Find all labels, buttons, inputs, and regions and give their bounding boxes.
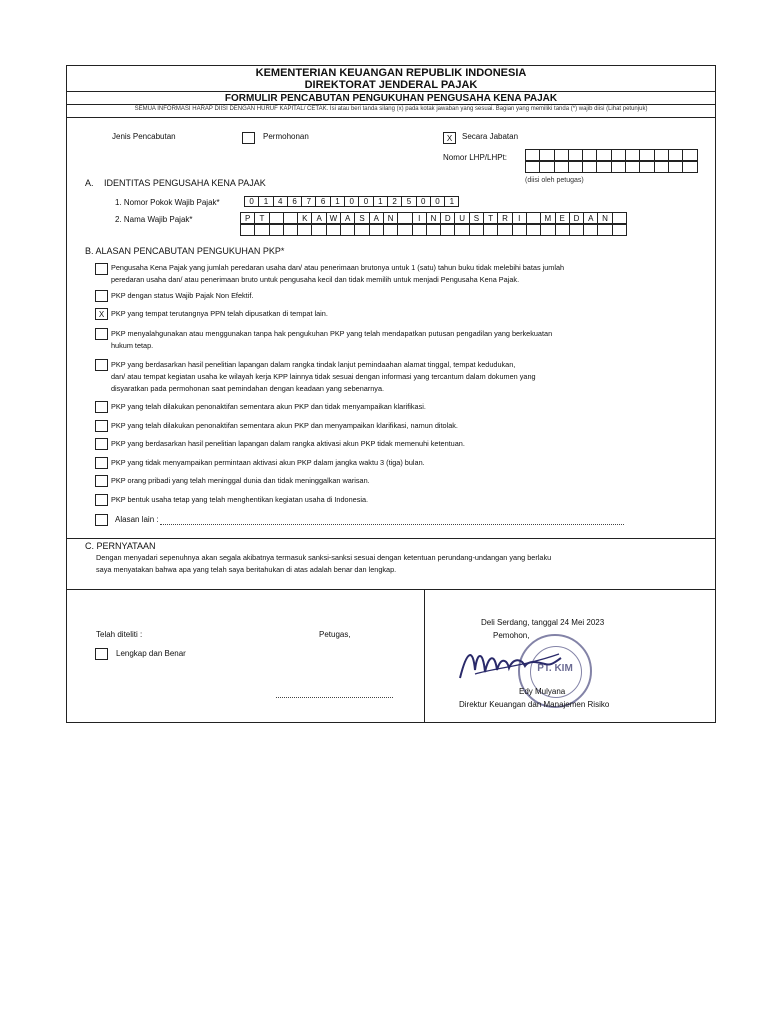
divider — [66, 117, 716, 118]
jenis-label: Jenis Pencabutan — [112, 132, 176, 141]
section-a-title: IDENTITAS PENGUSAHA KENA PAJAK — [104, 178, 266, 188]
name-char-cell[interactable]: W — [327, 212, 341, 224]
npwp-digit-cell[interactable]: 0 — [417, 196, 431, 207]
name-char-cell[interactable] — [413, 224, 427, 236]
npwp-digit-cell[interactable]: 1 — [374, 196, 388, 207]
reason-text: PKP yang tempat terutangnya PPN telah dipusatkan di tempat lain. — [111, 309, 328, 318]
name-char-cell[interactable]: R — [498, 212, 512, 224]
lhp-cell[interactable] — [655, 161, 669, 173]
jabatan-checkbox[interactable]: X — [443, 132, 456, 144]
name-char-cell[interactable]: I — [513, 212, 527, 224]
complete-label: Lengkap dan Benar — [116, 649, 186, 658]
divider — [66, 538, 716, 539]
jabatan-label: Secara Jabatan — [462, 132, 519, 141]
name-char-cell[interactable]: I — [413, 212, 427, 224]
lhp-cell[interactable] — [683, 149, 697, 161]
lhp-cell[interactable] — [626, 149, 640, 161]
name-char-cell[interactable] — [341, 224, 355, 236]
name-label: 2. Nama Wajib Pajak* — [115, 215, 193, 224]
name-char-cell[interactable] — [455, 224, 469, 236]
signer-title: Direktur Keuangan dan Manajemen Risiko — [459, 700, 610, 709]
npwp-digit-cell[interactable]: 0 — [431, 196, 445, 207]
name-char-cell[interactable] — [556, 224, 570, 236]
reason-text: PKP menyalahgunakan atau menggunakan tanpa hak pengukuhan PKP yang telah mendapatkan putusan pengadilan yang berkekuatan hukum tetap. — [111, 329, 553, 350]
npwp-digit-cell[interactable]: 4 — [274, 196, 288, 207]
ministry-title: KEMENTERIAN KEUANGAN REPUBLIK INDONESIA — [255, 67, 527, 79]
name-char-cell[interactable] — [284, 224, 298, 236]
name-char-cell[interactable]: A — [312, 212, 326, 224]
reason-checkbox[interactable]: X — [95, 308, 108, 320]
signature-scribble — [455, 640, 565, 690]
reason-text: PKP yang berdasarkan hasil penelitian lapangan dalam rangka tindak lanjut pemindaahan alamat tinggal, tempat kedudukan, dan/ atau tempat kegiatan usaha ke wilayah kerja KPP lainnya tidak sesuai dengan informasi yang tercantum dalam dokumen yang disyaratkan pada permohonan saat pemindahan dengan keadaan yang sebenarnya. — [111, 360, 536, 393]
section-c-title: C. PERNYATAAN — [85, 541, 156, 551]
lhp-grid-row1[interactable] — [525, 149, 698, 161]
reason-checkbox[interactable] — [95, 438, 108, 450]
reason-text: PKP yang tidak menyampaikan permintaan aktivasi akun PKP dalam jangka waktu 3 (tiga) bulan. — [111, 458, 425, 467]
signer-name: Edy Mulyana — [519, 687, 566, 696]
reason-text: PKP bentuk usaha tetap yang telah menghentikan kegiatan usaha di Indonesia. — [111, 495, 369, 504]
reason-text: PKP orang pribadi yang telah meninggal dunia dan tidak meninggalkan warisan. — [111, 476, 370, 485]
name-char-cell[interactable]: N — [427, 212, 441, 224]
directorate-title: DIREKTORAT JENDERAL PAJAK — [304, 79, 478, 91]
petugas-note: (diisi oleh petugas) — [525, 177, 584, 184]
npwp-label: 1. Nomor Pokok Wajib Pajak* — [115, 198, 220, 207]
name-char-cell[interactable] — [384, 224, 398, 236]
section-b-title: B. ALASAN PENCABUTAN PENGUKUHAN PKP* — [85, 246, 285, 256]
name-char-cell[interactable] — [584, 224, 598, 236]
name-char-cell[interactable] — [441, 224, 455, 236]
name-char-cell[interactable] — [270, 224, 284, 236]
place-date: Deli Serdang, tanggal 24 Mei 2023 — [481, 618, 605, 627]
name-char-cell[interactable]: M — [541, 212, 555, 224]
divider — [66, 91, 716, 92]
name-grid-row1[interactable] — [240, 212, 627, 224]
lhp-cell[interactable] — [540, 149, 554, 161]
checked-label: Telah diteliti : — [96, 630, 143, 639]
reason-checkbox[interactable] — [95, 359, 108, 371]
lhp-cell[interactable] — [526, 149, 540, 161]
name-char-cell[interactable] — [498, 224, 512, 236]
signer-role: Pemohon, — [493, 631, 530, 640]
npwp-digit-cell[interactable]: 1 — [259, 196, 273, 207]
name-char-cell[interactable] — [298, 224, 312, 236]
reason-checkbox[interactable] — [95, 401, 108, 413]
name-char-cell[interactable] — [398, 212, 412, 224]
name-char-cell[interactable] — [355, 224, 369, 236]
lhp-cell[interactable] — [683, 161, 697, 173]
npwp-digit-cell[interactable]: 2 — [388, 196, 402, 207]
reason-text: PKP yang berdasarkan hasil penelitian lapangan dalam rangka aktivasi akun PKP tidak memenuhi ketentuan. — [111, 439, 465, 448]
name-char-cell[interactable] — [527, 224, 541, 236]
name-char-cell[interactable]: U — [455, 212, 469, 224]
npwp-digit-cell[interactable]: 5 — [402, 196, 416, 207]
instruction-text: SEMUA INFORMASI HARAP DIISI DENGAN HURUF KAPITAL/ CETAK. Isi atau beri tanda silang (x) pada kotak jawaban yang sesuai. Bagian yang memiliki tanda (*) wajib diisi (Lihat petunjuk) — [134, 106, 648, 112]
name-char-cell[interactable] — [241, 224, 255, 236]
name-char-cell[interactable]: N — [384, 212, 398, 224]
lhp-label: Nomor LHP/LHPt: — [443, 153, 508, 162]
npwp-digit-cell[interactable]: 1 — [445, 196, 459, 207]
permohonan-checkbox[interactable] — [242, 132, 255, 144]
name-char-cell[interactable]: T — [484, 212, 498, 224]
lhp-cell[interactable] — [526, 161, 540, 173]
name-char-cell[interactable] — [470, 224, 484, 236]
npwp-digit-cell[interactable]: 7 — [302, 196, 316, 207]
reason-checkbox[interactable] — [95, 263, 108, 275]
lhp-cell[interactable] — [640, 149, 654, 161]
name-char-cell[interactable]: S — [355, 212, 369, 224]
lhp-cell[interactable] — [626, 161, 640, 173]
name-char-cell[interactable]: A — [584, 212, 598, 224]
name-char-cell[interactable] — [527, 212, 541, 224]
divider — [66, 589, 716, 590]
npwp-digit-cell[interactable]: 1 — [331, 196, 345, 207]
name-char-cell[interactable] — [541, 224, 555, 236]
reason-checkbox[interactable] — [95, 475, 108, 487]
name-char-cell[interactable] — [284, 212, 298, 224]
reason-text: PKP dengan status Wajib Pajak Non Efektif. — [111, 291, 254, 300]
section-a-letter: A. — [85, 178, 94, 188]
name-char-cell[interactable]: K — [298, 212, 312, 224]
lhp-cell[interactable] — [583, 161, 597, 173]
lhp-grid-row2[interactable] — [525, 161, 698, 173]
other-reason-input[interactable] — [160, 524, 624, 525]
name-char-cell[interactable] — [327, 224, 341, 236]
name-char-cell[interactable]: A — [341, 212, 355, 224]
name-char-cell[interactable]: A — [370, 212, 384, 224]
lhp-cell[interactable] — [669, 149, 683, 161]
name-char-cell[interactable]: E — [556, 212, 570, 224]
name-char-cell[interactable]: T — [255, 212, 269, 224]
name-char-cell[interactable]: D — [570, 212, 584, 224]
reason-checkbox[interactable] — [95, 290, 108, 302]
reason-checkbox[interactable] — [95, 457, 108, 469]
form-title: FORMULIR PENCABUTAN PENGUKUHAN PENGUSAHA KENA PAJAK — [224, 93, 558, 104]
name-char-cell[interactable] — [484, 224, 498, 236]
complete-checkbox[interactable] — [95, 648, 108, 660]
lhp-cell[interactable] — [612, 149, 626, 161]
name-char-cell[interactable]: S — [470, 212, 484, 224]
name-char-cell[interactable]: N — [598, 212, 612, 224]
name-char-cell[interactable] — [255, 224, 269, 236]
name-char-cell[interactable]: D — [441, 212, 455, 224]
name-grid-row2[interactable] — [240, 224, 627, 236]
reason-text: PKP yang telah dilakukan penonaktifan sementara akun PKP dan menyampaikan klarifikasi, namun ditolak. — [111, 421, 458, 430]
divider — [66, 104, 716, 105]
reason-checkbox[interactable] — [95, 328, 108, 340]
officer-signature-line[interactable] — [276, 697, 393, 698]
npwp-digit-cell[interactable]: 0 — [359, 196, 373, 207]
npwp-digit-cell[interactable]: 6 — [316, 196, 330, 207]
npwp-digit-cell[interactable]: 6 — [288, 196, 302, 207]
npwp-grid[interactable] — [244, 196, 459, 207]
lhp-cell[interactable] — [555, 149, 569, 161]
company-stamp: PT. KIM — [518, 634, 592, 708]
name-char-cell[interactable] — [598, 224, 612, 236]
lhp-cell[interactable] — [597, 149, 611, 161]
petugas-label: Petugas, — [319, 630, 351, 639]
reason-checkbox[interactable] — [95, 494, 108, 506]
name-char-cell[interactable] — [370, 224, 384, 236]
lhp-cell[interactable] — [540, 161, 554, 173]
lhp-cell[interactable] — [612, 161, 626, 173]
name-char-cell[interactable] — [570, 224, 584, 236]
other-reason-label: Alasan lain : — [115, 515, 159, 524]
lhp-cell[interactable] — [555, 161, 569, 173]
lhp-cell[interactable] — [583, 149, 597, 161]
name-char-cell[interactable] — [513, 224, 527, 236]
npwp-digit-cell[interactable]: 0 — [345, 196, 359, 207]
name-char-cell[interactable] — [270, 212, 284, 224]
permohonan-label: Permohonan — [263, 132, 309, 141]
lhp-cell[interactable] — [597, 161, 611, 173]
reason-text: PKP yang telah dilakukan penonaktifan sementara akun PKP dan tidak menyampaikan klarifikasi. — [111, 402, 426, 411]
lhp-cell[interactable] — [569, 149, 583, 161]
reason-checkbox[interactable] — [95, 420, 108, 432]
other-reason-checkbox[interactable] — [95, 514, 108, 526]
lhp-cell[interactable] — [655, 149, 669, 161]
divider-vertical — [424, 589, 425, 723]
lhp-cell[interactable] — [640, 161, 654, 173]
name-char-cell[interactable] — [312, 224, 326, 236]
name-char-cell[interactable] — [398, 224, 412, 236]
name-char-cell[interactable] — [613, 212, 627, 224]
name-char-cell[interactable] — [613, 224, 627, 236]
name-char-cell[interactable]: P — [241, 212, 255, 224]
lhp-cell[interactable] — [569, 161, 583, 173]
name-char-cell[interactable] — [427, 224, 441, 236]
npwp-digit-cell[interactable]: 0 — [245, 196, 259, 207]
reason-text: Pengusaha Kena Pajak yang jumlah peredaran usaha dan/ atau penerimaan brutonya untuk 1 (satu) tahun buku tidak melebihi batas jumlah peredaran usaha dan/ atau penerimaan bruto untuk pengusaha kecil dan tidak memilih untuk menjadi Pengusaha Kena Pajak. — [111, 263, 565, 284]
statement-text: Dengan menyadari sepenuhnya akan segala akibatnya termasuk sanksi-sanksi sesuai dengan ketentuan perundang-undangan yang berlaku saya menyatakan bahwa apa yang telah saya beritahukan di atas adalah benar dan lengkap. — [96, 553, 552, 574]
lhp-cell[interactable] — [669, 161, 683, 173]
